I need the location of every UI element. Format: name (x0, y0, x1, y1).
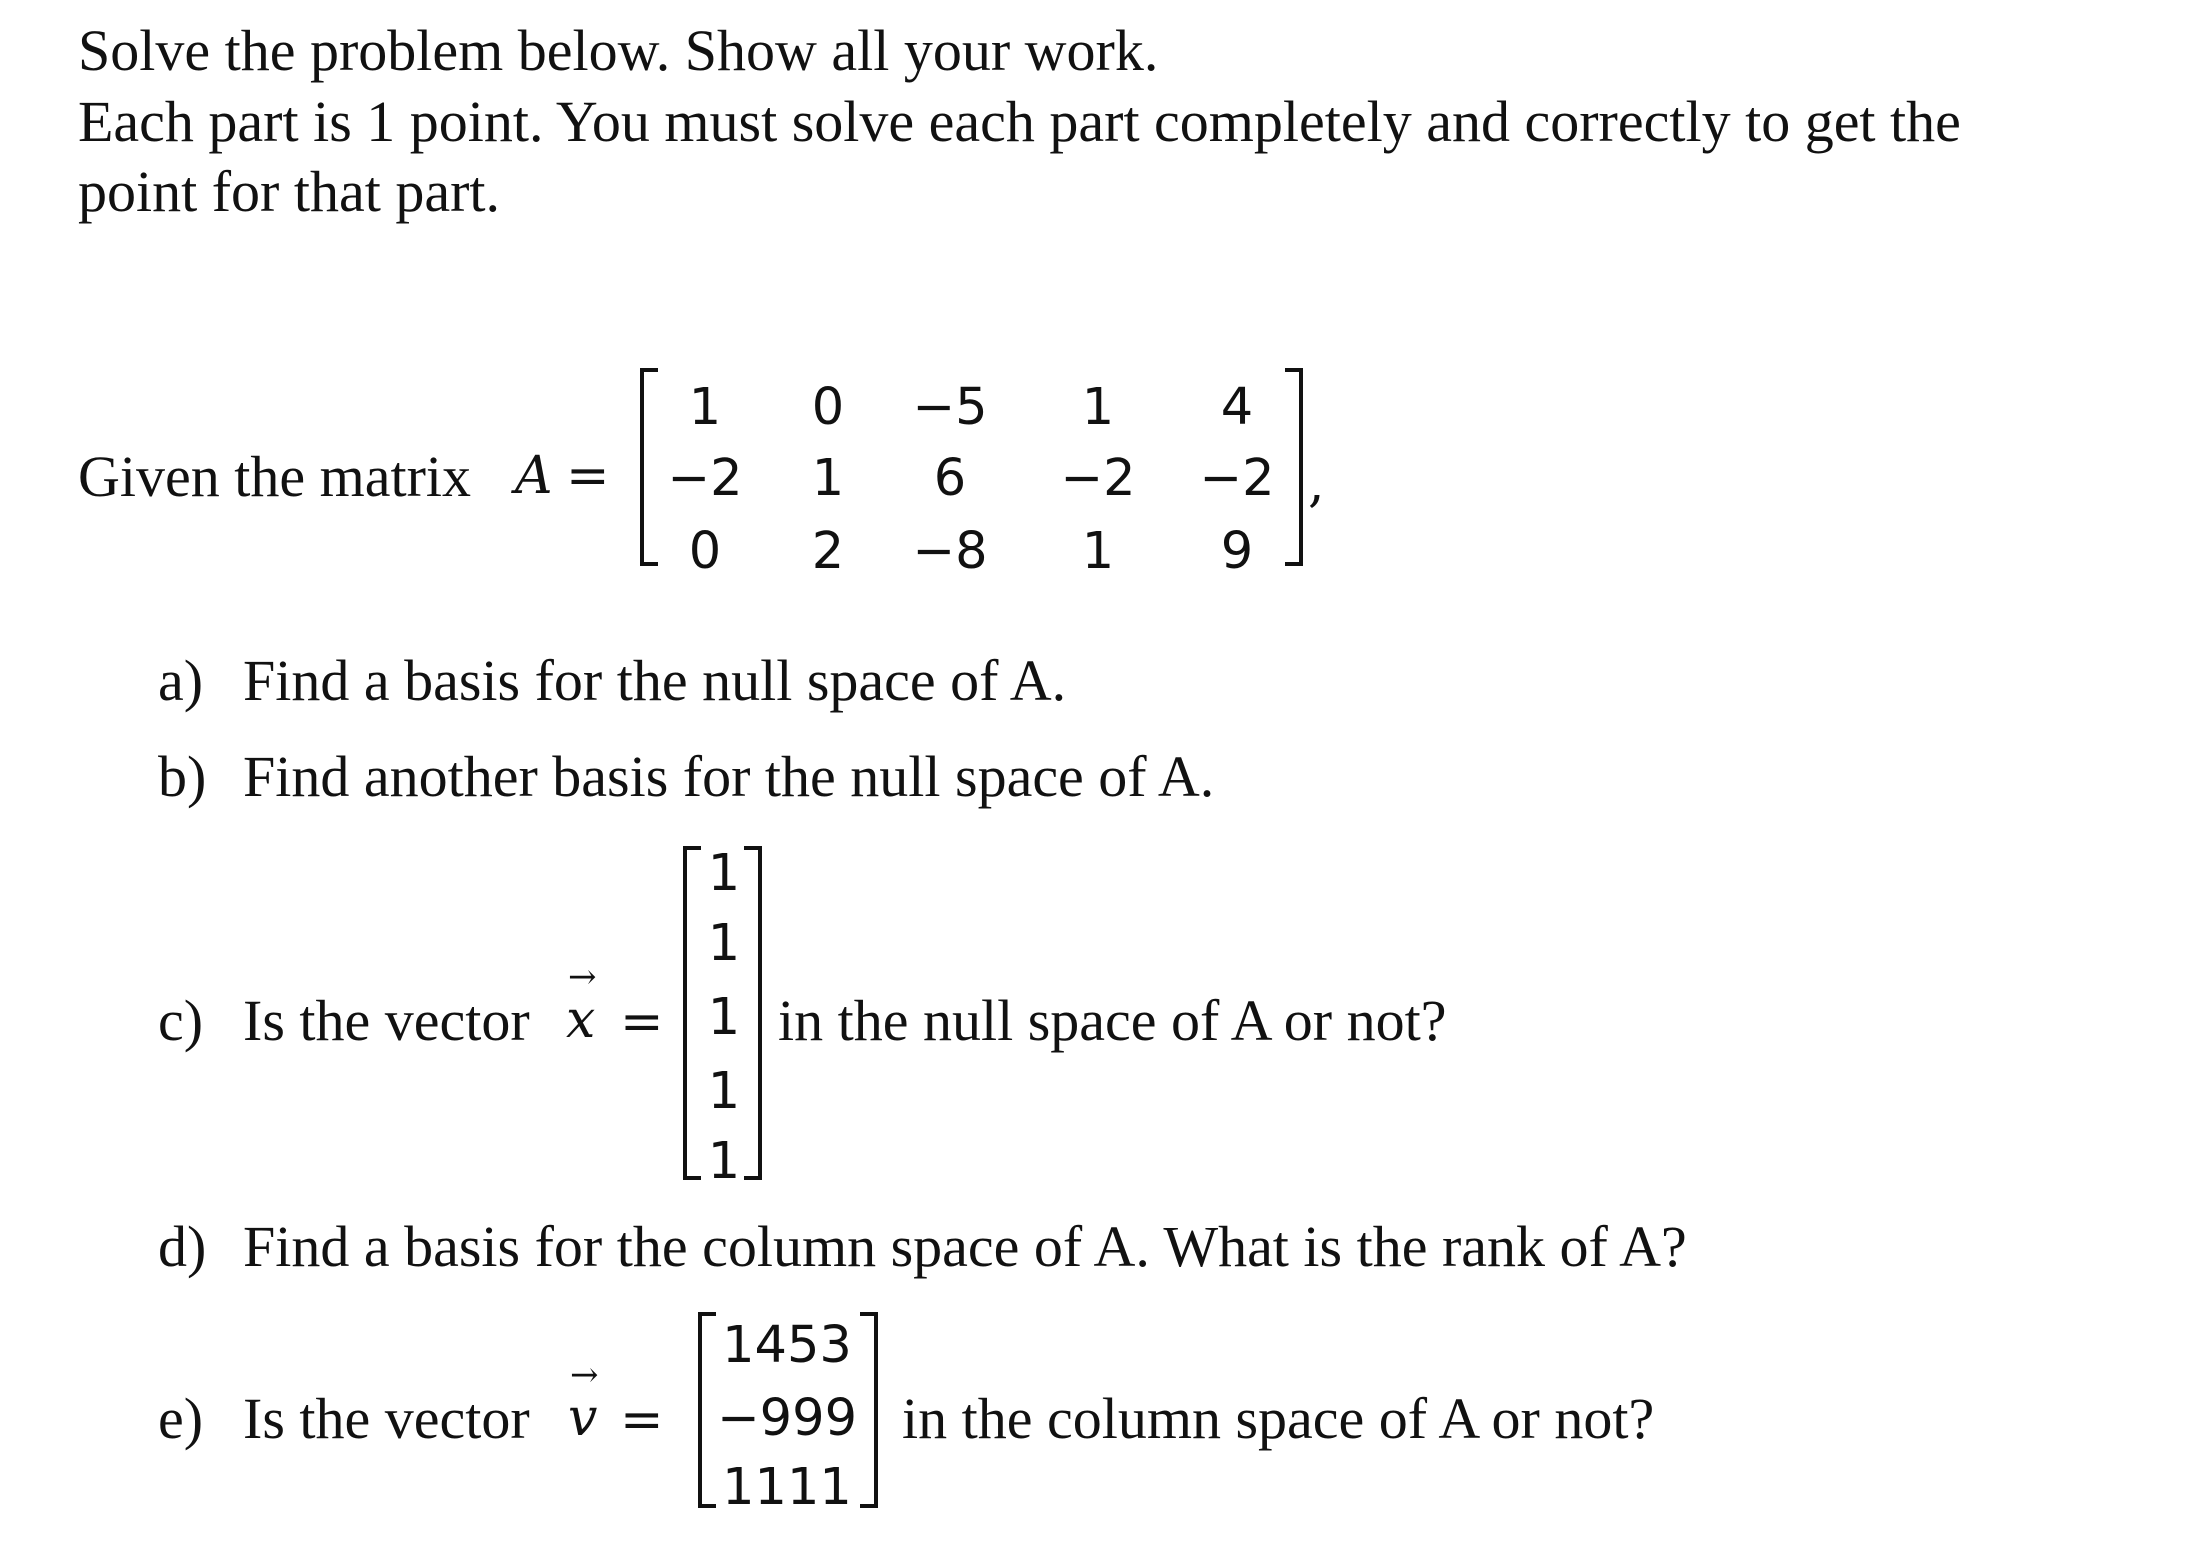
matrix-cell: 2 (811, 522, 845, 581)
matrix-equals: = (566, 446, 610, 506)
matrix-cell: −2 (1060, 449, 1136, 508)
vector-v-letter: v (568, 1388, 598, 1448)
part-b-text: Find another basis for the null space of A. (243, 744, 1215, 809)
instructions-line-2: Each part is 1 point. You must solve each part completely and correctly to get the (78, 89, 1961, 154)
matrix-cell: −2 (667, 449, 743, 508)
matrix-suffix-comma: , (1308, 454, 1325, 514)
vector-x-equals: = (620, 992, 664, 1052)
vector-x-entry: 1 (707, 914, 741, 973)
part-e-label: e) (158, 1386, 204, 1451)
vector-x-entry: 1 (707, 1062, 741, 1121)
matrix-cell: 1 (1081, 378, 1115, 437)
instructions-line-3: point for that part. (78, 159, 501, 224)
vector-arrow-icon: → (568, 957, 597, 997)
matrix-symbol: A (515, 446, 553, 506)
vector-v-entry: 1111 (722, 1458, 852, 1517)
matrix-cell: 1 (688, 378, 722, 437)
vector-v-equals: = (620, 1390, 664, 1450)
part-d-label: d) (158, 1214, 207, 1279)
matrix-cell: −2 (1199, 449, 1275, 508)
part-a-label: a) (158, 648, 204, 713)
vector-arrow-icon: → (570, 1355, 599, 1395)
part-e-prefix: Is the vector (243, 1386, 530, 1451)
matrix-cell: 6 (933, 449, 967, 508)
vector-x-symbol (566, 957, 597, 1050)
vector-v-entry: 1453 (722, 1316, 852, 1375)
instructions-line-1: Solve the problem below. Show all your work. (78, 18, 1159, 83)
part-c-prefix: Is the vector (243, 988, 530, 1053)
vector-x-entry: 1 (707, 1132, 741, 1191)
part-b-label: b) (158, 744, 207, 809)
vector-v-symbol (568, 1355, 599, 1448)
vector-x-entry: 1 (707, 988, 741, 1047)
given-prefix: Given the matrix (78, 444, 472, 509)
matrix-cell: 4 (1220, 378, 1254, 437)
matrix-cell: 1 (1081, 522, 1115, 581)
matrix-cell: 0 (688, 522, 722, 581)
vector-x-left-bracket (683, 846, 701, 1180)
vector-x-entry: 1 (707, 844, 741, 903)
part-d-text: Find a basis for the column space of A. What is the rank of A? (243, 1214, 1687, 1279)
matrix-cell: 1 (811, 449, 845, 508)
matrix-cell: −8 (912, 522, 988, 581)
part-c-suffix: in the null space of A or not? (778, 988, 1447, 1053)
matrix-cell: −5 (912, 378, 988, 437)
part-c-label: c) (158, 988, 204, 1053)
part-e-suffix: in the column space of A or not? (902, 1386, 1655, 1451)
vector-x-letter: x (566, 990, 596, 1050)
vector-v-right-bracket (860, 1312, 878, 1508)
matrix-cell: 9 (1220, 522, 1254, 581)
part-a-text: Find a basis for the null space of A. (243, 648, 1067, 713)
vector-v-entry: −999 (716, 1389, 858, 1448)
matrix-cell: 0 (811, 378, 845, 437)
